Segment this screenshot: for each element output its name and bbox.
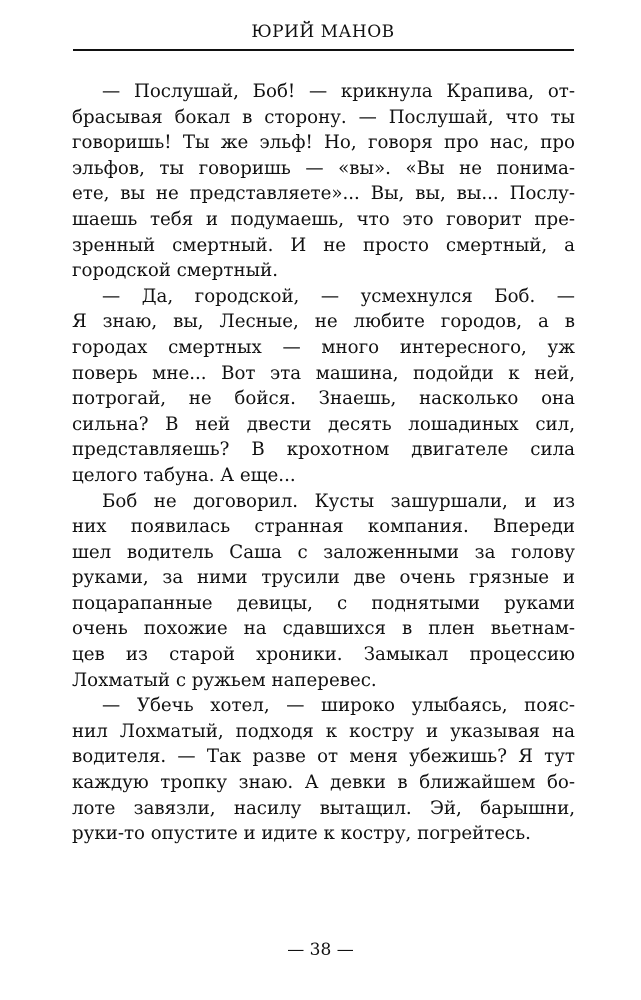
text-line: лоте завязли, насилу вытащил. Эй, барышни, [72, 797, 575, 819]
text-line: Лохматый с ружьем наперевес. [72, 669, 377, 691]
text-line: очень похожие на сдавшихся в плен вьетнам- [72, 618, 575, 640]
text-line: Я знаю, вы, Лесные, не любите городов, а в [72, 311, 575, 333]
running-head-author: ЮРИЙ МАНОВ [251, 22, 395, 42]
text-line: руки-то опустите и идите к костру, погрейтесь. [72, 823, 531, 845]
text-line: городах смертных — много интересного, уж [72, 336, 575, 358]
text-line: представляешь? В крохотном двигателе сила [72, 439, 575, 461]
text-line: них появилась странная компания. Впереди [72, 516, 575, 538]
text-line: руками, за ними трусили две очень грязные и [72, 567, 575, 589]
text-line: потрогай, не бойся. Знаешь, насколько она [72, 388, 575, 410]
paragraph [72, 693, 575, 847]
text-line: каждую тропку знаю. А девки в ближайшем бо- [72, 772, 575, 794]
text-line: поцарапанные девицы, с поднятыми руками [72, 592, 575, 614]
text-line: — Убечь хотел, — широко улыбаясь, пояс- [102, 695, 575, 717]
paragraph [72, 489, 575, 694]
text-line: зренный смертный. И не просто смертный, а [72, 234, 575, 256]
page-number: — 38 — [287, 940, 354, 960]
text-line: поверь мне... Вот эта машина, подойди к ней, [72, 362, 575, 384]
text-line: нил Лохматый, подходя к костру и указывая на [72, 720, 575, 742]
text-line: — Да, городской, — усмехнулся Боб. — [102, 285, 575, 307]
text-line: шаешь тебя и подумаешь, что это говорит пре- [72, 208, 575, 230]
text-line: сильна? В ней двести десять лошадиных сил, [72, 413, 575, 435]
text-line: шел водитель Саша с заложенными за голову [72, 541, 575, 563]
text-line: Боб не договорил. Кусты зашуршали, и из [102, 490, 575, 512]
text-line: ете, вы не представляете»... Вы, вы, вы... Послу- [72, 183, 575, 205]
text-line: эльфов, ты говоришь — «вы». «Вы не понима- [72, 157, 575, 179]
text-line: городской смертный. [72, 260, 278, 282]
text-line: — Послушай, Боб! — крикнула Крапива, от- [102, 81, 575, 102]
text-line: брасывая бокал в сторону. — Послушай, что ты [72, 106, 575, 128]
text-line: целого табуна. А еще... [72, 464, 296, 486]
body-text [72, 79, 575, 847]
paragraph [72, 79, 575, 284]
text-line: цев из старой хроники. Замыкал процессию [72, 644, 575, 666]
paragraph [72, 284, 575, 489]
header-rule [73, 49, 574, 51]
text-line: говоришь! Ты же эльф! Но, говоря про нас, про [72, 132, 575, 154]
text-line: водителя. — Так разве от меня убежишь? Я тут [72, 746, 575, 768]
